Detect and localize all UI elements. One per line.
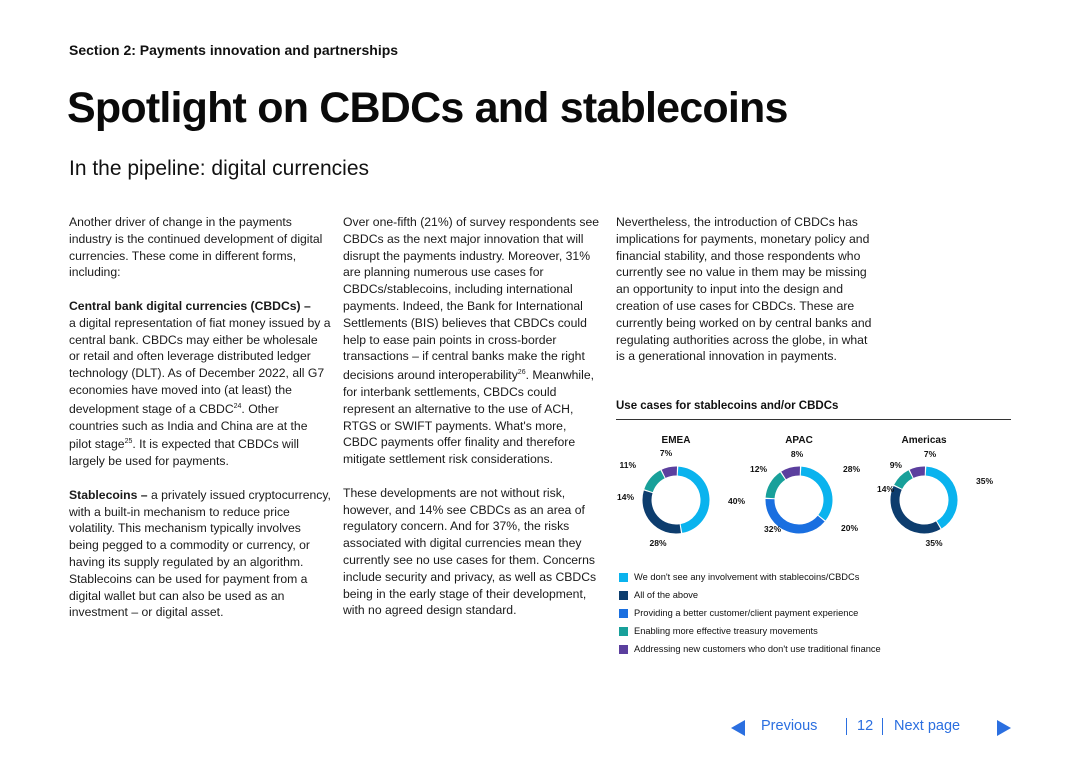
donut-segment (912, 471, 925, 474)
donut-segment (801, 471, 828, 518)
page-subtitle: In the pipeline: digital currencies (69, 157, 370, 180)
donut-data-label: 35% (976, 476, 994, 486)
donut-data-label: 14% (616, 492, 634, 502)
cbdc-heading: Central bank digital currencies (CBDCs) – (69, 298, 311, 313)
legend-label: All of the above (634, 590, 699, 600)
page-title: Spotlight on CBDCs and stablecoins (67, 84, 788, 132)
donut-charts (600, 425, 1010, 560)
donut-data-label: 28% (649, 538, 667, 548)
legend-item (619, 586, 881, 604)
chart-divider (616, 419, 1011, 420)
column-2 (343, 214, 601, 619)
donut-data-label: 11% (619, 460, 636, 470)
donut-segment (784, 471, 800, 475)
previous-arrow-icon[interactable] (731, 720, 745, 736)
previous-link[interactable]: Previous (761, 718, 818, 734)
legend-swatch (619, 573, 628, 582)
footnote-ref-26: 26 (517, 369, 526, 377)
donut-segment (649, 474, 663, 490)
legend-label: We don't see any involvement with stablecoins/CBDCs (634, 572, 860, 582)
footer-divider (846, 718, 847, 735)
donut-segment (647, 492, 680, 529)
legend-label: Providing a better customer/client payment experience (634, 608, 859, 618)
legend-swatch (619, 645, 628, 654)
donut-data-label: 12% (749, 464, 767, 474)
donut-data-label: 8% (790, 449, 804, 459)
next-arrow-icon[interactable] (997, 720, 1011, 736)
column-1 (69, 214, 331, 621)
donut-data-label: 32% (763, 524, 781, 534)
legend-swatch (619, 609, 628, 618)
stablecoin-text: a privately issued cryptocurrency, with a built-in mechanism to reduce price volatility. This mechanism typically involves being pegged to a commodity or currency, or having its supply regulated by an algorithm. Stablecoins can be used for payment from a digital wallet but can also be used as an investment – or digital asset. (69, 487, 331, 620)
implications-paragraph: Nevertheless, the introduction of CBDCs has implications for payments, monetary policy and financial stability, and those respondents who currently see no value in them may be missing an opportunity to input into the design and creation of use cases for CBDCs. These are currently being worked on by central banks and regulating authorities across the globe, in what is a generational innovation in payments. (616, 215, 872, 364)
section-label: Section 2: Payments innovation and partnerships (69, 42, 399, 58)
footnote-ref-25: 25 (124, 438, 133, 446)
donut-data-label: 14% (876, 484, 894, 494)
chart-legend (619, 568, 881, 658)
page-number: 12 (857, 718, 874, 734)
donut-segment (770, 476, 783, 498)
legend-label: Addressing new customers who don't use traditional finance (634, 644, 881, 654)
next-page-link[interactable]: Next page (894, 718, 961, 734)
donut-data-label: 20% (841, 523, 859, 533)
footnote-ref-24: 24 (233, 402, 242, 410)
donut-segment (664, 471, 677, 474)
legend-swatch (619, 591, 628, 600)
donut-data-label: 9% (889, 460, 902, 470)
survey-text-b: . Meanwhile, for interbank settlements, CBDCs could represent an alternative to the use of ACH, RTGS or SWIFT payments. What's more, CBDC payments offer finality and therefore mitigate settlement risk considerations. (343, 368, 595, 467)
cbdc-text-b: . Other countries such as India and China are at the pilot stage (69, 401, 308, 452)
donut-region-title: Americas (901, 435, 947, 446)
legend-item (619, 640, 881, 658)
donut-data-label: 7% (923, 449, 937, 459)
risk-paragraph: These developments are not without risk, however, and 14% see CBDCs as an area of regulatory concern. And for 37%, the risks associated with digital currencies mean they currently see no use cases for them. Concerns include security and privacy, as well as CBDCs being in the early stage of their development, with no agreed design standard. (343, 485, 597, 618)
chart-title: Use cases for stablecoins and/or CBDCs (616, 400, 839, 412)
cbdc-text-a: a digital representation of fiat money issued by a central bank. CBDCs may either be wholesale or retail and often leverage distributed ledger technology (DLT). As of December 2022, all G7 economies have moved into (at least) the development stage of a CBDC (69, 315, 331, 416)
donut-segment (678, 471, 705, 528)
legend-item (619, 568, 881, 586)
donut-region-title: EMEA (661, 435, 691, 446)
stablecoin-heading: Stablecoins – (69, 487, 148, 502)
cbdc-text-c: . It is expected that CBDCs will largely be used for payments. (69, 437, 299, 469)
stablecoin-paragraph (69, 487, 331, 621)
donut-region-title: APAC (785, 435, 813, 446)
donut-data-label: 7% (659, 448, 673, 458)
legend-item (619, 622, 881, 640)
footer-divider (882, 718, 883, 735)
donut-data-label: 35% (925, 538, 943, 548)
survey-text-a: Over one-fifth (21%) of survey respondents see CBDCs as the next major innovation that will disrupt the payments industry. Moreover, 31% are planning numerous use cases for CBDCs/stablecoins, including international payments. Indeed, the Bank for International Settlements (BIS) believes that CBDCs could help to ease pain points in cross-border transactions – if central banks make the right decisions around interoperability (343, 215, 600, 383)
column-3 (616, 214, 878, 365)
cbdc-paragraph (69, 298, 331, 470)
survey-paragraph (343, 214, 601, 468)
legend-label: Enabling more effective treasury movements (634, 626, 818, 636)
donut-data-label: 40% (728, 496, 746, 506)
donut-segment (926, 471, 953, 525)
intro-paragraph: Another driver of change in the payments industry is the continued development of digital currencies. These come in different forms, including: (69, 215, 323, 280)
donut-data-label: 28% (843, 464, 861, 474)
donut-segment (895, 488, 938, 529)
donut-segment (898, 474, 910, 487)
legend-item (619, 604, 881, 622)
legend-swatch (619, 627, 628, 636)
